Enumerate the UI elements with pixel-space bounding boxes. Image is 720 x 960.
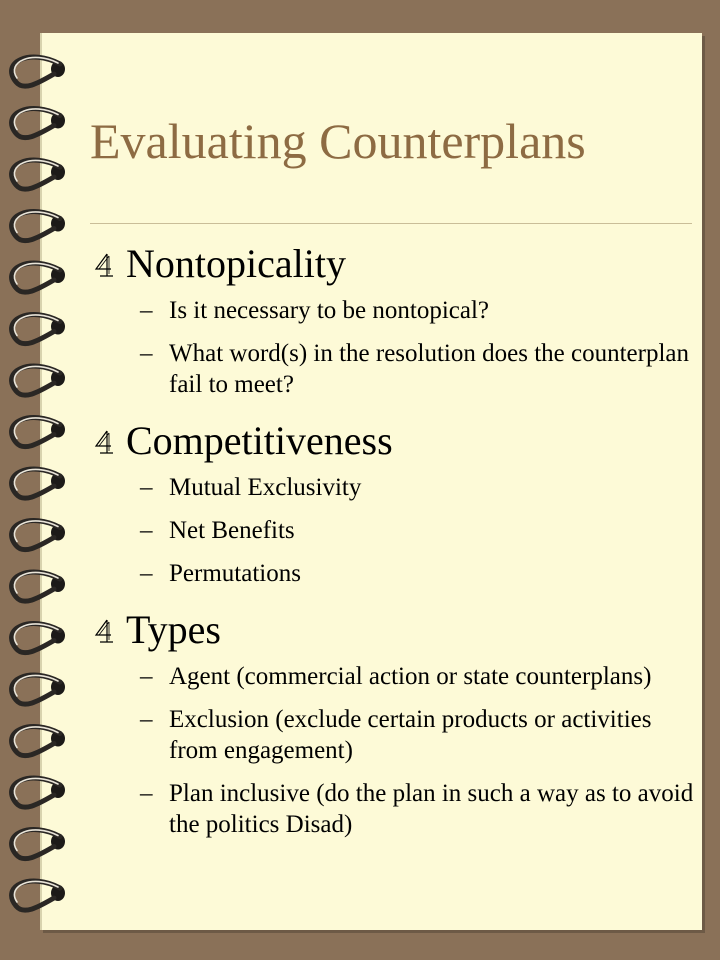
list-item xyxy=(94,338,694,400)
section-heading xyxy=(94,414,694,466)
slide-title: Evaluating Counterplans xyxy=(90,113,586,169)
list-item-text: Is it necessary to be nontopical? xyxy=(169,297,490,324)
spiral-ring xyxy=(12,469,65,498)
numeral-four-icon xyxy=(94,614,126,644)
spiral-ring xyxy=(12,315,65,344)
spiral-ring xyxy=(12,109,65,138)
list-item-text: Mutual Exclusivity xyxy=(169,474,362,501)
slide-content xyxy=(94,237,694,840)
spiral-ring xyxy=(12,263,65,292)
list-item-text: Agent (commercial action or state counterplans) xyxy=(169,663,652,690)
dash-marker: – xyxy=(140,517,153,544)
dash-marker: – xyxy=(140,780,153,807)
numeral-four-icon xyxy=(94,248,126,278)
section-heading-label: Types xyxy=(126,606,221,652)
list-item-text: What word(s) in the resolution does the counterplan fail to meet? xyxy=(169,340,689,398)
dash-marker: – xyxy=(140,706,153,733)
dash-marker: – xyxy=(140,663,153,690)
numeral-four-icon xyxy=(94,425,126,455)
dash-marker: – xyxy=(140,560,153,587)
spiral-binding xyxy=(0,0,90,960)
list-item xyxy=(94,295,694,326)
section-heading-label: Competitiveness xyxy=(126,417,393,463)
section-heading-label: Nontopicality xyxy=(126,240,346,286)
list-item-text: Exclusion (exclude certain products or activities from engagement) xyxy=(169,706,652,764)
list-item xyxy=(94,472,694,503)
sub-list xyxy=(94,295,694,400)
spiral-ring xyxy=(12,160,65,189)
section-competitiveness xyxy=(94,414,694,589)
list-item xyxy=(94,661,694,692)
list-item-text: Plan inclusive (do the plan in such a way as to avoid the politics Disad) xyxy=(169,780,694,838)
section-nontopicality xyxy=(94,237,694,400)
spiral-ring xyxy=(12,778,65,807)
list-item xyxy=(94,704,694,766)
list-item xyxy=(94,558,694,589)
title-divider xyxy=(90,223,692,224)
spiral-ring xyxy=(12,57,65,86)
dash-marker: – xyxy=(140,474,153,501)
section-heading xyxy=(94,237,694,289)
spiral-ring xyxy=(12,624,65,653)
spiral-ring xyxy=(12,418,65,447)
spiral-ring xyxy=(12,727,65,756)
spiral-ring xyxy=(12,212,65,241)
sub-list xyxy=(94,661,694,840)
dash-marker: – xyxy=(140,297,153,324)
spiral-ring xyxy=(12,881,65,910)
spiral-ring xyxy=(12,675,65,704)
spiral-ring xyxy=(12,830,65,859)
list-item xyxy=(94,515,694,546)
list-item xyxy=(94,778,694,840)
section-types xyxy=(94,603,694,840)
list-item-text: Permutations xyxy=(169,560,301,587)
spiral-ring xyxy=(12,521,65,550)
dash-marker: – xyxy=(140,340,153,367)
list-item-text: Net Benefits xyxy=(169,517,295,544)
sub-list xyxy=(94,472,694,589)
spiral-ring xyxy=(12,572,65,601)
section-heading xyxy=(94,603,694,655)
spiral-ring xyxy=(12,366,65,395)
